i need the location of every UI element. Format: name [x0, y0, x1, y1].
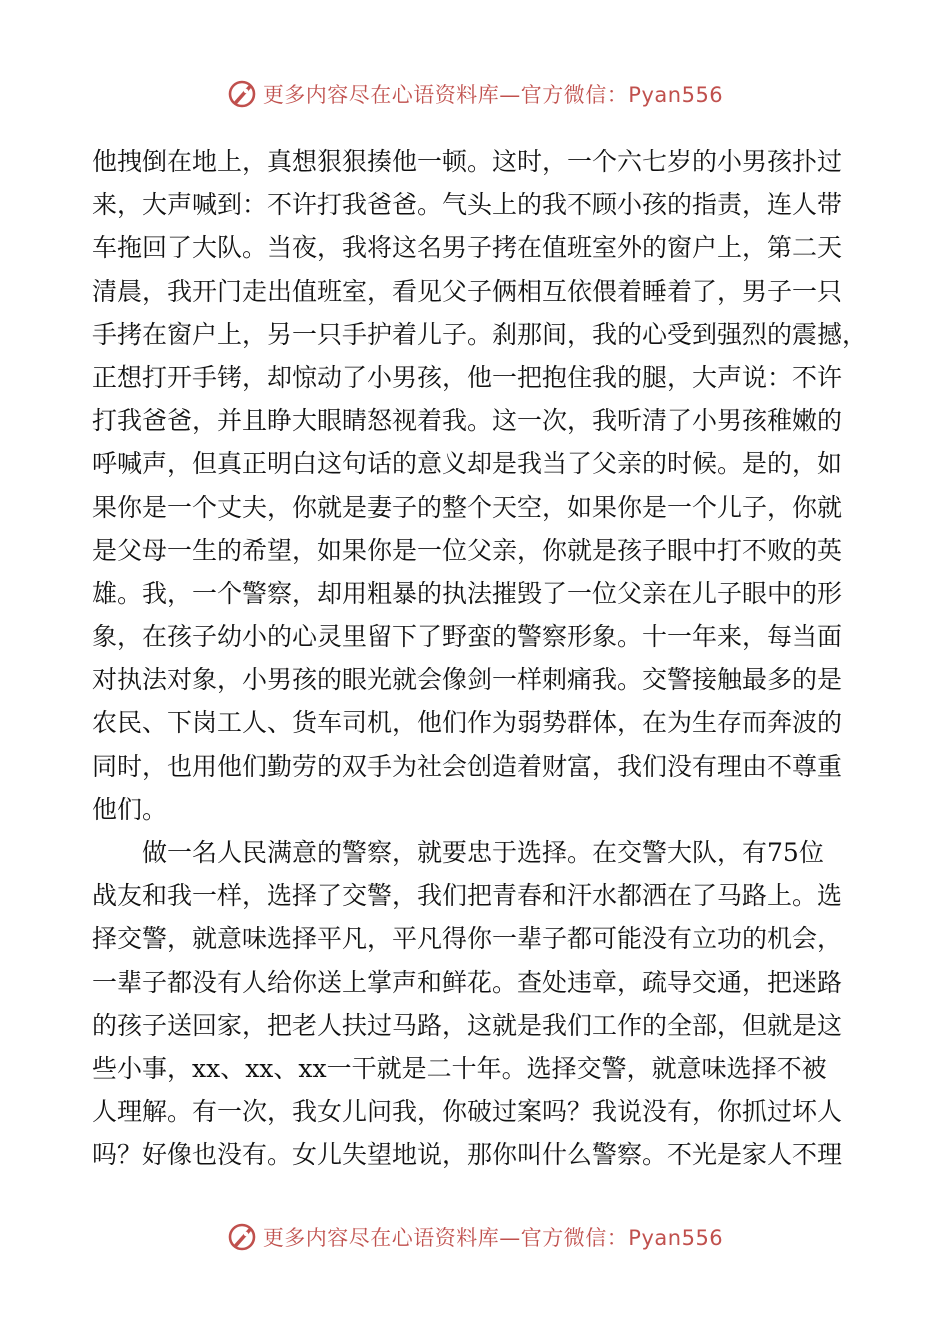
- text-line: 的孩子送回家，把老人扶过马路，这就是我们工作的全部，但就是这: [92, 1010, 843, 1040]
- text-line: 吗？好像也没有。女儿失望地说，那你叫什么警察。不光是家人不理: [92, 1140, 843, 1170]
- text-line: 果你是一个丈夫，你就是妻子的整个天空，如果你是一个儿子，你就: [92, 492, 843, 522]
- header-banner-text: 更多内容尽在心语资料库—官方微信：Pyan556: [262, 83, 724, 107]
- text-line: 呼喊声，但真正明白这句话的意义却是我当了父亲的时候。是的，如: [92, 449, 843, 479]
- text-line: 战友和我一样，选择了交警，我们把青春和汗水都洒在了马路上。选: [92, 881, 843, 911]
- header-banner: [0, 74, 950, 114]
- text-line: 他们。: [92, 794, 168, 824]
- text-line: 些小事，xx、xx、xx一干就是二十年。选择交警，就意味选择不被: [92, 1053, 827, 1083]
- quill-pen-logo-icon: [227, 1222, 257, 1252]
- text-line: 象，在孩子幼小的心灵里留下了野蛮的警察形象。十一年来，每当面: [92, 622, 843, 652]
- text-line: 来，大声喊到：不许打我爸爸。气头上的我不顾小孩的指责，连人带: [92, 190, 843, 220]
- footer-banner-text: 更多内容尽在心语资料库—官方微信：Pyan556: [262, 1226, 724, 1250]
- text-line: 农民、下岗工人、货车司机，他们作为弱势群体，在为生存而奔波的: [92, 708, 843, 738]
- document-body: [92, 140, 867, 1177]
- text-line: 手拷在窗户上，另一只手护着儿子。刹那间，我的心受到强烈的震撼，: [92, 319, 867, 349]
- text-line: 一辈子都没有人给你送上掌声和鲜花。查处违章，疏导交通，把迷路: [92, 967, 843, 997]
- text-line: 同时，也用他们勤劳的双手为社会创造着财富，我们没有理由不尊重: [92, 751, 843, 781]
- text-line: 车拖回了大队。当夜，我将这名男子拷在值班室外的窗户上，第二天: [92, 233, 843, 263]
- text-line: 对执法对象，小男孩的眼光就会像剑一样刺痛我。交警接触最多的是: [92, 665, 843, 695]
- text-line: 择交警，就意味选择平凡，平凡得你一辈子都可能没有立功的机会，: [92, 924, 843, 954]
- text-line: 雄。我，一个警察，却用粗暴的执法摧毁了一位父亲在儿子眼中的形: [92, 578, 843, 608]
- text-line: 正想打开手铐，却惊动了小男孩，他一把抱住我的腿，大声说：不许: [92, 362, 843, 392]
- text-line: 清晨，我开门走出值班室，看见父子俩相互依偎着睡着了，男子一只: [92, 276, 843, 306]
- text-line: 他拽倒在地上，真想狠狠揍他一顿。这时，一个六七岁的小男孩扑过: [92, 147, 843, 176]
- text-line: 做一名人民满意的警察，就要忠于选择。在交警大队，有75位: [92, 838, 824, 867]
- text-line: 人理解。有一次，我女儿问我，你破过案吗？我说没有，你抓过坏人: [92, 1097, 843, 1127]
- quill-pen-logo-icon: [227, 79, 257, 109]
- text-line: 是父母一生的希望，如果你是一位父亲，你就是孩子眼中打不败的英: [92, 535, 843, 565]
- text-line: 打我爸爸，并且睁大眼睛怒视着我。这一次，我听清了小男孩稚嫩的: [92, 406, 843, 436]
- footer-banner: [0, 1217, 950, 1257]
